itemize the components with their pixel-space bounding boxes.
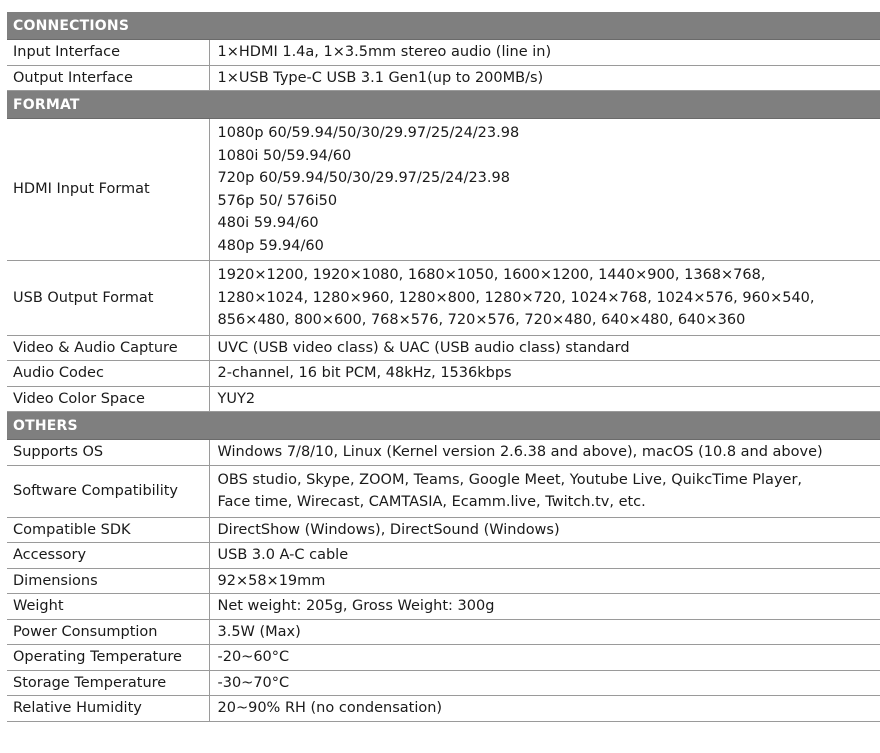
section-header-row bbox=[7, 91, 880, 119]
spec-label: Audio Codec bbox=[7, 361, 209, 387]
spec-value bbox=[209, 361, 880, 387]
spec-value bbox=[209, 40, 880, 66]
spec-value-line: 20~90% RH (no condensation) bbox=[217, 700, 443, 716]
spec-label: Video Color Space bbox=[7, 386, 209, 412]
spec-value bbox=[209, 517, 880, 543]
spec-value bbox=[209, 619, 880, 645]
spec-label: Supports OS bbox=[7, 440, 209, 466]
spec-row bbox=[7, 594, 880, 620]
spec-row bbox=[7, 65, 880, 91]
spec-row bbox=[7, 361, 880, 387]
section-title: CONNECTIONS bbox=[7, 12, 880, 40]
spec-label: Operating Temperature bbox=[7, 645, 209, 671]
section-header-row bbox=[7, 412, 880, 440]
spec-value bbox=[209, 645, 880, 671]
spec-row bbox=[7, 261, 880, 336]
spec-value bbox=[209, 670, 880, 696]
spec-value bbox=[209, 119, 880, 261]
spec-value-line: -20~60°C bbox=[217, 649, 290, 665]
spec-value-line: 1280×1024, 1280×960, 1280×800, 1280×720, 1024×768, 1024×576, 960×540, bbox=[217, 289, 815, 306]
spec-value-line: Windows 7/8/10, Linux (Kernel version 2.6.38 and above), macOS (10.8 and above) bbox=[217, 444, 823, 460]
spec-label: Relative Humidity bbox=[7, 696, 209, 722]
spec-value-line: 1920×1200, 1920×1080, 1680×1050, 1600×1200, 1440×900, 1368×768, bbox=[217, 267, 766, 283]
spec-label: Input Interface bbox=[7, 40, 209, 66]
spec-value-line: 2-channel, 16 bit PCM, 48kHz, 1536kbps bbox=[217, 365, 512, 381]
spec-row bbox=[7, 696, 880, 722]
spec-row bbox=[7, 568, 880, 594]
spec-value-line: 1080p 60/59.94/50/30/29.97/25/24/23.98 bbox=[217, 125, 520, 141]
spec-row bbox=[7, 619, 880, 645]
spec-value-line: 92×58×19mm bbox=[217, 572, 326, 589]
spec-value bbox=[209, 594, 880, 620]
spec-value-line: Net weight: 205g, Gross Weight: 300g bbox=[217, 598, 495, 614]
spec-value bbox=[209, 261, 880, 336]
spec-value-line: -30~70°C bbox=[217, 674, 290, 691]
spec-row bbox=[7, 670, 880, 696]
spec-value-line: 480i 59.94/60 bbox=[217, 215, 319, 231]
spec-row bbox=[7, 40, 880, 66]
spec-value-line: 3.5W (Max) bbox=[217, 623, 301, 640]
spec-row bbox=[7, 465, 880, 517]
spec-row bbox=[7, 517, 880, 543]
spec-label: HDMI Input Format bbox=[7, 119, 209, 261]
spec-value-line: UVC (USB video class) & UAC (USB audio class) standard bbox=[217, 339, 630, 356]
spec-label: Accessory bbox=[7, 543, 209, 569]
spec-value-line: OBS studio, Skype, ZOOM, Teams, Google Meet, Youtube Live, QuikcTime Player, bbox=[217, 471, 803, 488]
section-header-row bbox=[7, 12, 880, 40]
spec-label: Weight bbox=[7, 594, 209, 620]
spec-value-line: 480p 59.94/60 bbox=[217, 237, 324, 254]
spec-value bbox=[209, 386, 880, 412]
spec-table-body bbox=[7, 12, 880, 721]
spec-value-line: Face time, Wirecast, CAMTASIA, Ecamm.live, Twitch.tv, etc. bbox=[217, 494, 646, 510]
spec-value-line: 576p 50/ 576i50 bbox=[217, 192, 338, 209]
spec-value bbox=[209, 440, 880, 466]
spec-row bbox=[7, 335, 880, 361]
spec-row bbox=[7, 543, 880, 569]
spec-row bbox=[7, 386, 880, 412]
spec-value bbox=[209, 335, 880, 361]
spec-value bbox=[209, 65, 880, 91]
spec-row bbox=[7, 119, 880, 261]
spec-value-line: USB 3.0 A-C cable bbox=[217, 547, 349, 563]
section-title: OTHERS bbox=[7, 412, 880, 440]
spec-label: Dimensions bbox=[7, 568, 209, 594]
spec-label: Output Interface bbox=[7, 65, 209, 91]
spec-label: Software Compatibility bbox=[7, 465, 209, 517]
spec-value-line: 720p 60/59.94/50/30/29.97/25/24/23.98 bbox=[217, 170, 510, 186]
spec-value-line: DirectShow (Windows), DirectSound (Windows) bbox=[217, 521, 560, 538]
spec-value-line: 856×480, 800×600, 768×576, 720×576, 720×480, 640×480, 640×360 bbox=[217, 312, 746, 328]
spec-value bbox=[209, 543, 880, 569]
spec-value-line: 1×USB Type-C USB 3.1 Gen1(up to 200MB/s) bbox=[217, 69, 544, 86]
spec-value-line: YUY2 bbox=[217, 390, 256, 407]
spec-label: USB Output Format bbox=[7, 261, 209, 336]
spec-label: Storage Temperature bbox=[7, 670, 209, 696]
spec-value-line: 1080i 50/59.94/60 bbox=[217, 147, 352, 164]
spec-value bbox=[209, 568, 880, 594]
spec-table bbox=[7, 12, 880, 722]
spec-value-line: 1×HDMI 1.4a, 1×3.5mm stereo audio (line in) bbox=[217, 44, 552, 60]
section-title: FORMAT bbox=[7, 91, 880, 119]
spec-row bbox=[7, 440, 880, 466]
spec-label: Compatible SDK bbox=[7, 517, 209, 543]
spec-value bbox=[209, 465, 880, 517]
spec-value bbox=[209, 696, 880, 722]
spec-label: Power Consumption bbox=[7, 619, 209, 645]
spec-row bbox=[7, 645, 880, 671]
spec-label: Video & Audio Capture bbox=[7, 335, 209, 361]
